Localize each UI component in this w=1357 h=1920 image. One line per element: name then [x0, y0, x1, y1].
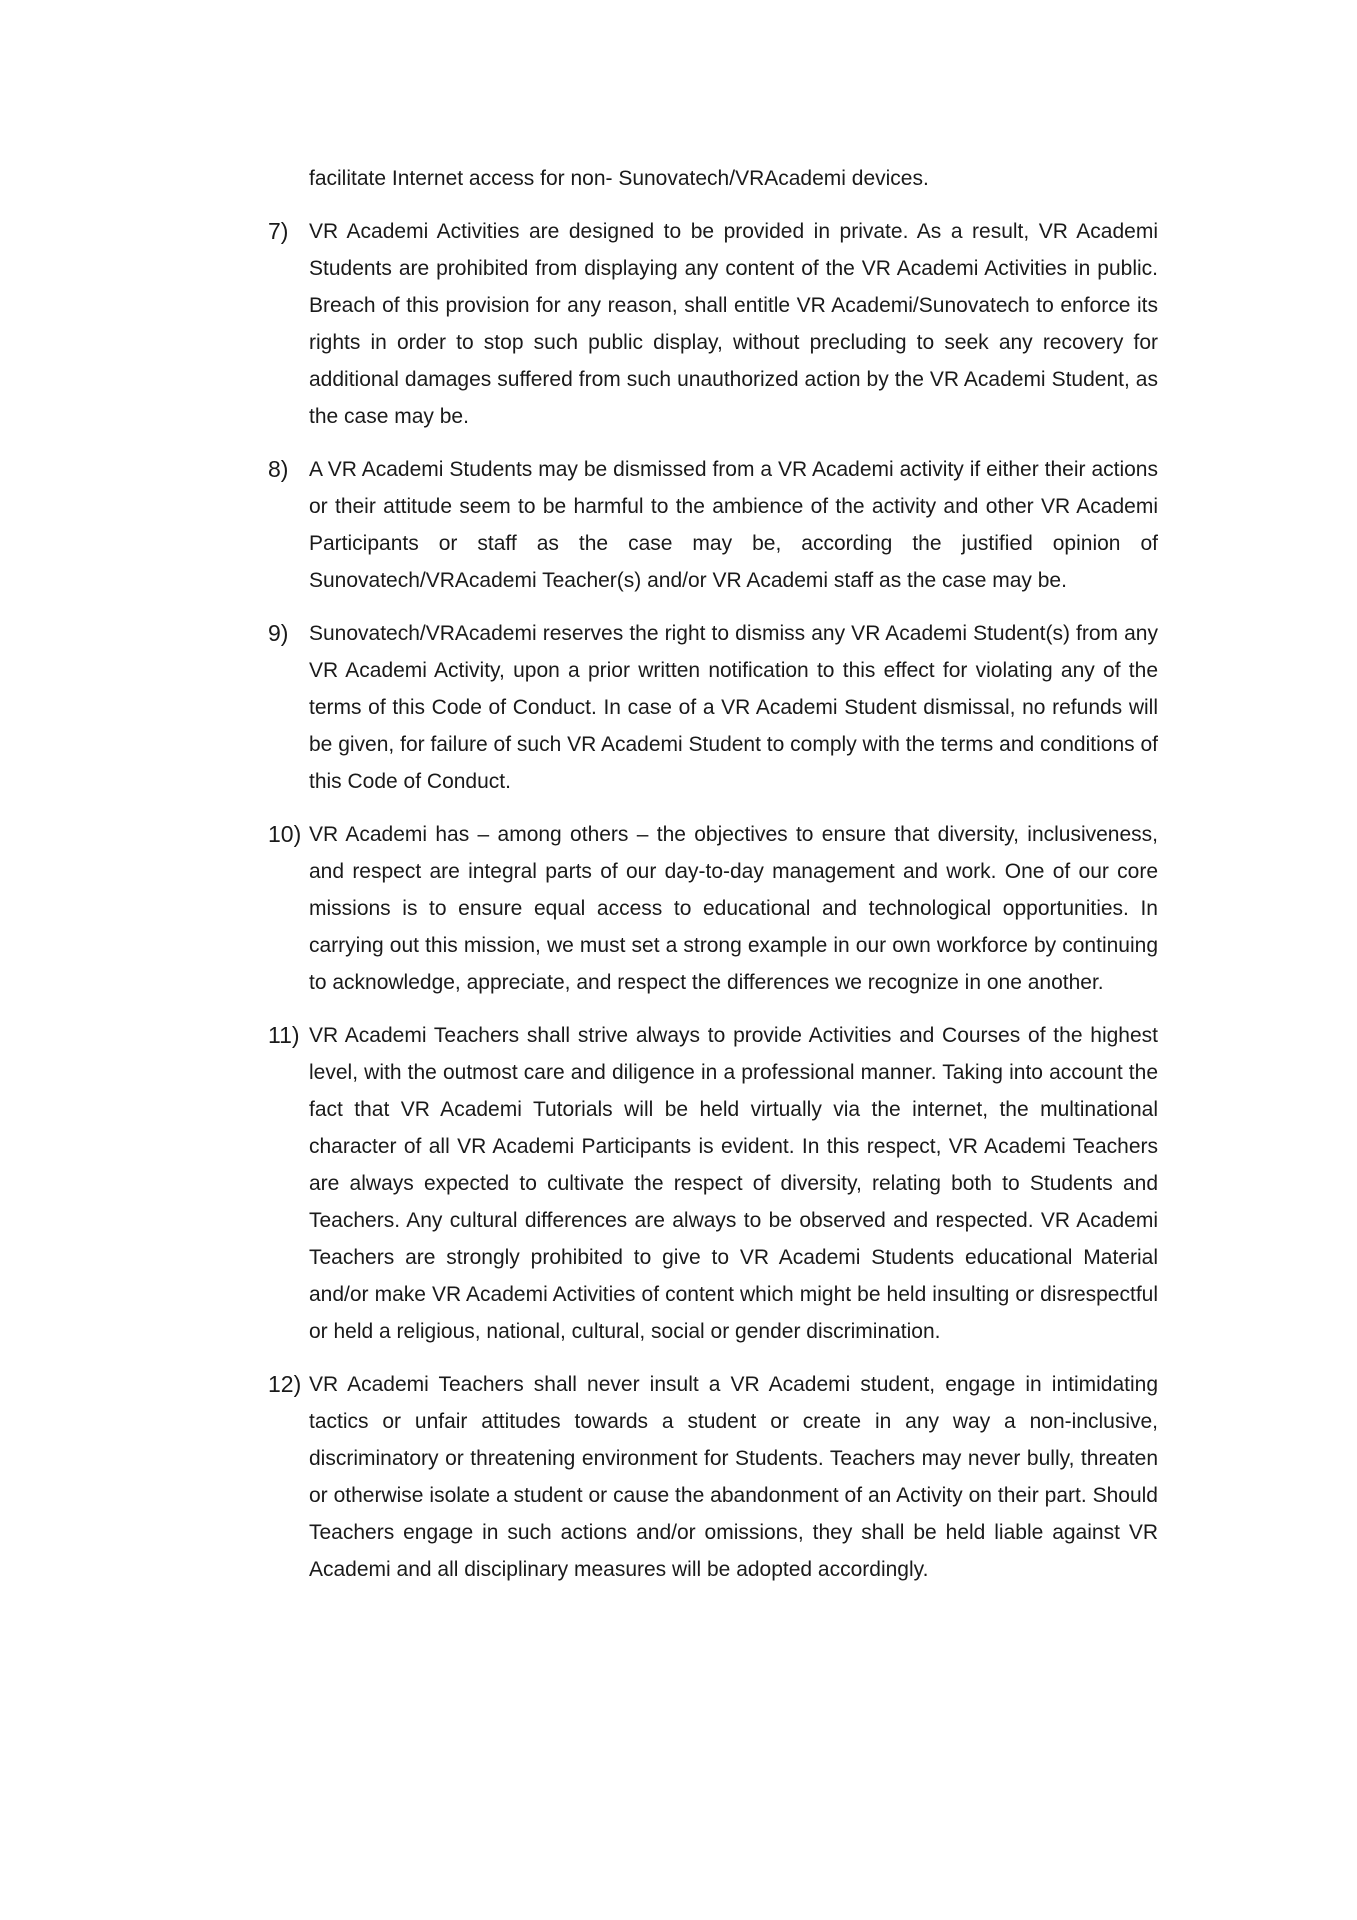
item-text: VR Academi Teachers shall strive always to provide Activities and Courses of the highest level, with the outmost care and diligence in a professional manner. Taking into account the fact that VR Academi Tutorials will be held virtually via the internet, the multinational character of all VR Academi Participants is evident. In this respect, VR Academi Teachers are always expected to cultivate the respect of diversity, relating both to Students and Teachers. Any cultural differences are always to be observed and respected. VR Academi Teachers are strongly prohibited to give to VR Academi Students educational Material and/or make VR Academi Activities of content which might be held insulting or disrespectful or held a religious, national, cultural, social or gender discrimination. — [309, 1024, 1158, 1343]
item-text: VR Academi Teachers shall never insult a VR Academi student, engage in intimidating tactics or unfair attitudes towards a student or create in any way a non-inclusive, discriminatory or threatening environment for Students. Teachers may never bully, threaten or otherwise isolate a student or cause the abandonment of an Activity on their part. Should Teachers engage in such actions and/or omissions, they shall be held liable against VR Academi and all disciplinary measures will be adopted accordingly. — [309, 1373, 1158, 1581]
list-item-7 — [268, 213, 1158, 435]
item-number: 10) — [268, 821, 302, 847]
item-number: 11) — [268, 1022, 300, 1048]
list-item-10 — [268, 816, 1158, 1001]
item-text: VR Academi has – among others – the objectives to ensure that diversity, inclusiveness, and respect are integral parts of our day-to-day management and work. One of our core missions is to ensure equal access to educational and technological opportunities. In carrying out this mission, we must set a strong example in our own workforce by continuing to acknowledge, appreciate, and respect the differences we recognize in one another. — [309, 823, 1158, 994]
item-number: 7) — [268, 218, 289, 244]
item-number: 8) — [268, 456, 289, 482]
list-item-12 — [268, 1366, 1158, 1588]
continuation-paragraph: facilitate Internet access for non- Sunovatech/VRAcademi devices. — [309, 167, 929, 190]
list-item-9 — [268, 615, 1158, 800]
item-text: VR Academi Activities are designed to be provided in private. As a result, VR Academi Students are prohibited from displaying any content of the VR Academi Activities in public. Breach of this provision for any reason, shall entitle VR Academi/Sunovatech to enforce its rights in order to stop such public display, without precluding to seek any recovery for additional damages suffered from such unauthorized action by the VR Academi Student, as the case may be. — [309, 220, 1158, 428]
item-number: 12) — [268, 1371, 302, 1397]
document-body — [268, 160, 1158, 1604]
item-text: A VR Academi Students may be dismissed from a VR Academi activity if either their actions or their attitude seem to be harmful to the ambience of the activity and other VR Academi Participants or staff as the case may be, according the justified opinion of Sunovatech/VRAcademi Teacher(s) and/or VR Academi staff as the case may be. — [309, 458, 1158, 592]
list-item-8 — [268, 451, 1158, 599]
item-text: Sunovatech/VRAcademi reserves the right to dismiss any VR Academi Student(s) from any VR Academi Activity, upon a prior written notification to this effect for violating any of the terms of this Code of Conduct. In case of a VR Academi Student dismissal, no refunds will be given, for failure of such VR Academi Student to comply with the terms and conditions of this Code of Conduct. — [309, 622, 1158, 793]
list-item-11 — [268, 1017, 1158, 1350]
item-number: 9) — [268, 620, 289, 646]
